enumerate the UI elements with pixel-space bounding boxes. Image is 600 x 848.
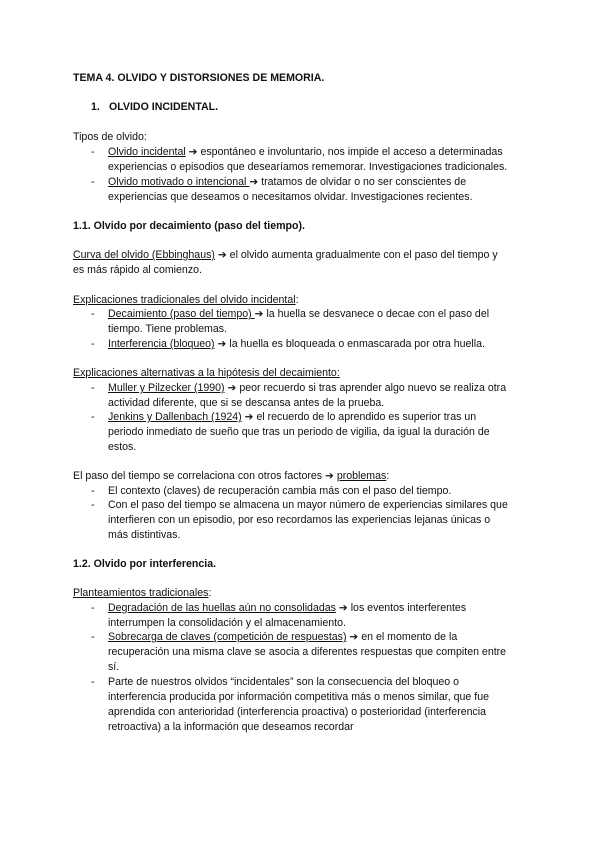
list-item: El contexto (claves) de recuperación cambia más con el paso del tiempo.: [108, 485, 452, 497]
bullet-dash: -: [91, 631, 95, 643]
item-text: ➔ espontáneo e involuntario, nos impide el acceso a determinadas: [185, 146, 503, 158]
list-heading-text: Planteamientos tradicionales: [73, 587, 209, 599]
paragraph: [73, 469, 389, 484]
item-continuation: retroactiva) a la información que deseamos recordar: [108, 721, 354, 733]
document-title: TEMA 4. OLVIDO Y DISTORSIONES DE MEMORIA.: [73, 72, 325, 84]
bullet-dash: -: [91, 499, 95, 511]
item-continuation: interferencia producida por información competitiva más o menos similar, que fue: [108, 691, 489, 703]
colon: :: [295, 294, 299, 306]
paragraph-text: El paso del tiempo se correlaciona con otros factores ➔: [73, 470, 337, 482]
bullet-dash: -: [91, 338, 95, 350]
list-item: [108, 145, 503, 160]
list-item: [108, 381, 506, 396]
tipos-intro: Tipos de olvido:: [73, 131, 147, 143]
item-continuation: aprendida con anterioridad (interferencia proactiva) o posterioridad (interferencia: [108, 706, 487, 718]
item-text: ➔ la huella se desvanece o decae con el paso del: [254, 308, 490, 320]
item-continuation: interfieren con un episodio, por eso recordamos las experiencias lejanas únicas o: [108, 514, 491, 526]
term: Sobrecarga de claves (competición de respuestas): [108, 631, 347, 643]
item-continuation: actividad diferente, que si se descansa antes de la prueba.: [108, 397, 385, 409]
item-text: ➔ peor recuerdo si tras aprender algo nuevo se realiza otra: [224, 382, 507, 394]
paragraph: [73, 248, 498, 263]
bullet-dash: -: [91, 411, 95, 423]
bullet-dash: -: [91, 602, 95, 614]
bullet-dash: -: [91, 308, 95, 320]
item-continuation: periodo inmediato de sueño que tras un periodo de vigilia, da igual la duración de: [108, 426, 490, 438]
bullet-dash: -: [91, 676, 95, 688]
bullet-dash: -: [91, 146, 95, 158]
term: Muller y Pilzecker (1990): [108, 382, 225, 394]
item-text: ➔ en el momento de la: [346, 631, 458, 643]
term: Olvido incidental: [108, 146, 186, 158]
section-heading: OLVIDO INCIDENTAL.: [109, 101, 219, 113]
bullet-dash: -: [91, 485, 95, 497]
item-continuation: estos.: [108, 441, 137, 453]
colon: :: [386, 470, 390, 482]
list-item: [108, 175, 466, 190]
list-heading: Explicaciones alternativas a la hipótesis del decaimiento:: [73, 367, 340, 379]
list-item: Con el paso del tiempo se almacena un mayor número de experiencias similares que: [108, 499, 508, 511]
item-continuation: interrumpen la consolidación y el almacenamiento.: [108, 617, 346, 629]
term: Interferencia (bloqueo): [108, 338, 215, 350]
list-heading-text: Explicaciones tradicionales del olvido incidental: [73, 294, 296, 306]
term: Curva del olvido (Ebbinghaus): [73, 249, 215, 261]
item-continuation: sí.: [108, 661, 120, 673]
item-continuation: experiencias que deseamos o necesitamos olvidar. Investigaciones recientes.: [108, 191, 473, 203]
term: Olvido motivado o intencional: [108, 176, 250, 188]
term: Decaimiento (paso del tiempo): [108, 308, 255, 320]
list-item: [108, 601, 466, 616]
list-item: [108, 410, 476, 425]
bullet-dash: -: [91, 176, 95, 188]
item-text: ➔ el recuerdo de lo aprendido es superior tras un: [241, 411, 477, 423]
term: Degradación de las huellas aún no consolidadas: [108, 602, 336, 614]
subsection-heading: 1.1. Olvido por decaimiento (paso del tiempo).: [73, 220, 305, 232]
item-continuation: tiempo. Tiene problemas.: [108, 323, 227, 335]
list-heading: [73, 586, 211, 601]
item-continuation: recuperación una misma clave se asocia a diferentes respuestas que compiten entre: [108, 646, 507, 658]
paragraph-continuation: es más rápido al comienzo.: [73, 264, 202, 276]
list-item: [108, 307, 489, 322]
subsection-heading: 1.2. Olvido por interferencia.: [73, 558, 217, 570]
item-text: ➔ la huella es bloqueada o enmascarada por otra huella.: [214, 338, 485, 350]
section-number: 1.: [91, 101, 100, 113]
colon: :: [208, 587, 212, 599]
list-item: Parte de nuestros olvidos “incidentales” son la consecuencia del bloqueo o: [108, 676, 459, 688]
term: Jenkins y Dallenbach (1924): [108, 411, 242, 423]
item-text: ➔ los eventos interferentes: [335, 602, 467, 614]
list-item: [108, 337, 485, 352]
paragraph-text: ➔ el olvido aumenta gradualmente con el paso del tiempo y: [214, 249, 498, 261]
bullet-dash: -: [91, 382, 95, 394]
term: problemas: [336, 470, 387, 482]
item-text: ➔ tratamos de olvidar o no ser conscientes de: [249, 176, 467, 188]
list-heading: [73, 293, 299, 308]
list-item: [108, 630, 457, 645]
item-continuation: más distintivas.: [108, 529, 181, 541]
item-continuation: experiencias o episodios que desearíamos rememorar. Investigaciones tradicionales.: [108, 161, 508, 173]
